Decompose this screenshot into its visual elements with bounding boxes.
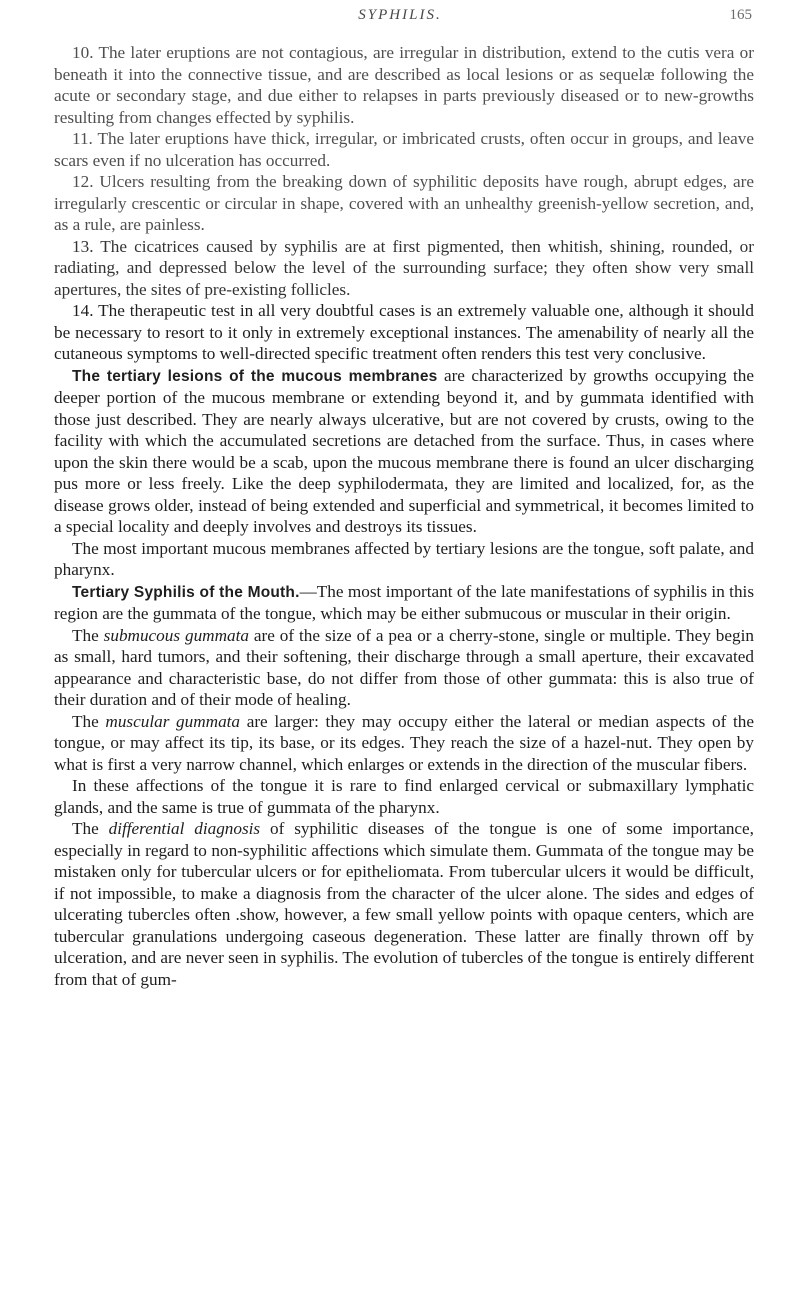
tertiary-mucous-heading: The tertiary lesions of the mucous membranes — [72, 367, 438, 385]
submucous-text: are of the size of a pea or a cherry-stone, single or multiple. They begin as small, hard tumors, and their softening, their discharge through a small aperture, their excavated appearance and characteristic base, do not differ from those of other gummata: this is also true of their duration and of their mode of healing. — [54, 625, 754, 709]
tertiary-mouth-text: —The most important of the late manifestations of syphilis in this region are the gummata of the tongue, which may be either submucous or muscular in their origin. — [54, 581, 755, 623]
paragraph-tertiary-mucous — [54, 365, 754, 538]
paragraph-13: 13. The cicatrices caused by syphilis are at first pigmented, then whitish, shining, rounded, or radiating, and depressed below the level of the surrounding surface; they often show very small apertures, the sites of pre-existing follicles. — [54, 236, 754, 299]
diagnosis-text: of syphilitic diseases of the tongue is one of some importance, especially in regard to non-syphilitic affections which simulate them. Gummata of the tongue may be mistaken only for tubercular ulcers or for epitheliomata. From tubercular ulcers it would be difficult, if not impossible, to make a diagnosis from the character of the ulcer alone. The sides and edges of ulcerating tubercles often .show, however, a few small yellow points with opaque centers, which are tubercular granulations undergoing caseous degeneration. These latter are finally thrown off by ulceration, and are never seen in syphilis. The evolution of tubercles of the tongue is entirely different from that of gum- — [54, 819, 755, 989]
paragraph-10: 10. The later eruptions are not contagious, are irregular in distribution, extend to the cutis vera or beneath it into the connective tissue, and are described as local lesions or as sequelæ following the acute or secondary stage, and due either to relapses in parts previously diseased or to new-growths resulting from changes effected by syphilis. — [54, 43, 754, 127]
paragraph-14: 14. The therapeutic test in all very doubtful cases is an extremely valuable one, although it should be necessary to resort to it only in extremely exceptional instances. The amenability of nearly all the cutaneous symptoms to well-directed specific treatment often renders this test very conclusive. — [54, 301, 754, 363]
body-text — [54, 42, 754, 990]
submucous-term: submucous gummata — [103, 625, 249, 645]
diagnosis-term: differential diagnosis — [108, 819, 261, 838]
tertiary-mouth-heading: Tertiary Syphilis of the Mouth. — [72, 583, 300, 601]
paragraph-submucous — [54, 625, 754, 711]
paragraph-11: 11. The later eruptions have thick, irregular, or imbricated crusts, often occur in groups, and leave scars even if no ulceration has occurred. — [54, 129, 754, 170]
paragraph-diagnosis — [54, 818, 754, 990]
paragraph-tertiary-mouth — [54, 581, 754, 625]
paragraph-important-membranes: The most important mucous membranes affected by tertiary lesions are the tongue, soft palate, and pharynx. — [54, 538, 754, 579]
tertiary-mucous-text: are characterized by growths occupying the deeper portion of the mucous membrane or extending beyond it, and by gummata identified with those just described. They are nearly always ulcerative, but are not covered by crusts, owing to the facility with which the accumulated secretions are detached from the surface. Thus, in cases where upon the skin there would be a scab, upon the mucous membrane there is found an ulcer discharging pus more or less freely. Like the deep syphilodermata, they are limited and localized, for, as the disease grows older, instead of being extended and superficial and symmetrical, it becomes limited to a special locality and deeply involves and destroys its tissues. — [54, 365, 754, 536]
paragraph-12: 12. Ulcers resulting from the breaking down of syphilitic deposits have rough, abrupt edges, are irregularly crescentic or circular in shape, covered with an unhealthy greenish-yellow secretion, and, as a rule, are painless. — [54, 172, 754, 234]
running-title: SYPHILIS. — [358, 7, 442, 23]
paragraph-glands: In these affections of the tongue it is rare to find enlarged cervical or submaxillary lymphatic glands, and the same is true of gummata of the pharynx. — [54, 776, 754, 817]
paragraph-muscular — [54, 711, 754, 776]
diagnosis-pre: The — [72, 819, 109, 838]
muscular-text: are larger: they may occupy either the lateral or median aspects of the tongue, or may affect its tip, its base, or its edges. They reach the size of a hazel-nut. They open by what is first a very narrow channel, which enlarges or extends in the direction of the muscular fibers. — [54, 711, 754, 774]
muscular-pre: The — [72, 711, 106, 731]
muscular-term: muscular gummata — [105, 711, 241, 731]
page-header — [0, 7, 800, 31]
submucous-pre: The — [72, 625, 104, 645]
page-number: 165 — [729, 7, 752, 23]
